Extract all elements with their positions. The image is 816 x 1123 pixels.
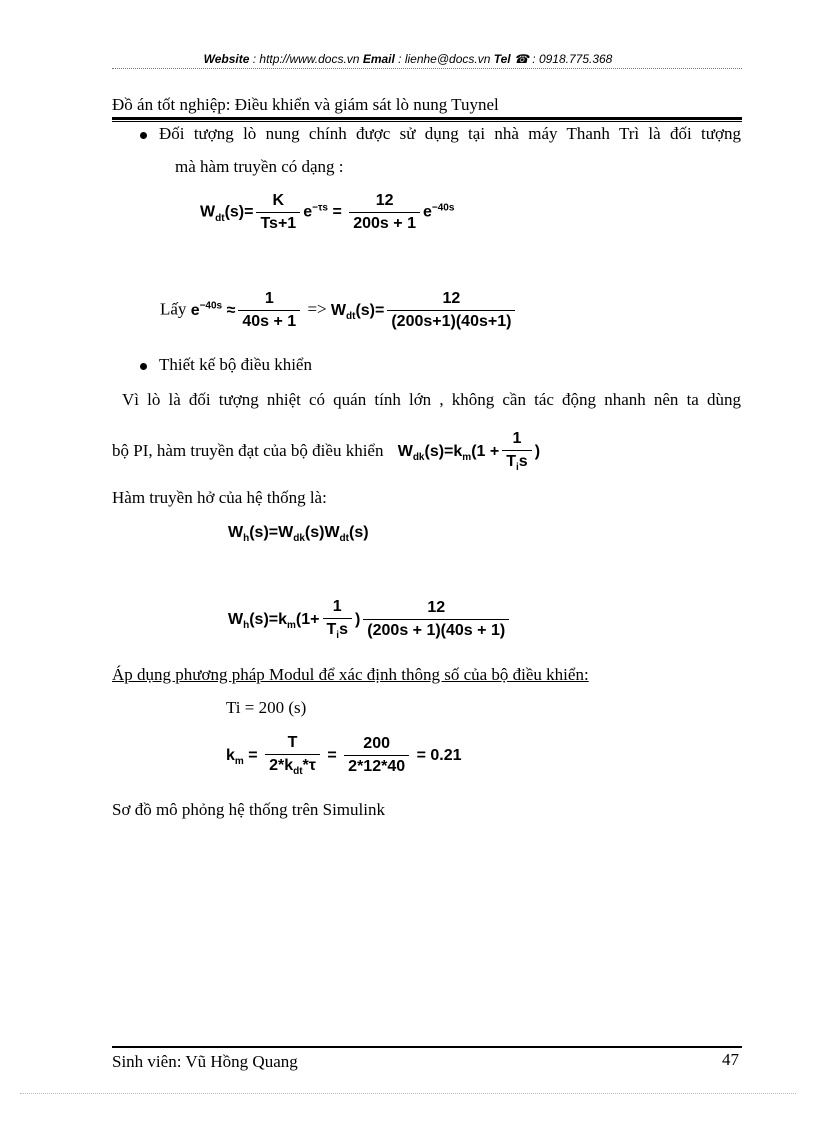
- equation-pi-controller: $W_{dk}(s)=k_m(1$ + $\frac{1}{T_is}$ ): [397, 430, 541, 474]
- bullet-dot-icon: [140, 363, 147, 370]
- simulink-line: Sơ đồ mô phỏng hệ thống trên Simulink: [112, 800, 385, 819]
- website-value: : http://www.docs.vn: [249, 52, 363, 66]
- equation-open-loop-expanded: $W_h(s)=k_m(1+$ $\frac{1}{T_is}$ ) $\frac{12}{(200s + 1)(40s + 1)}$: [228, 598, 512, 641]
- website-label: Website: [203, 52, 250, 66]
- email-value: : lienhe@docs.vn: [394, 52, 494, 66]
- footer-student: Sinh viên: Vũ Hồng Quang: [112, 1052, 298, 1071]
- footer-rule: [112, 1046, 742, 1048]
- bullet2: Thiết kế bộ điều khiển: [140, 355, 312, 375]
- para1-line2: bộ PI, hàm truyền đạt của bộ điều khiển $W_{dk}(s)=k_m(1$ + $\frac{1}{T_is}$ ): [112, 430, 541, 474]
- phone-icon: ☎: [513, 52, 529, 66]
- para2: Hàm truyền hở của hệ thống là:: [112, 488, 327, 507]
- doc-title: Đồ án tốt nghiệp: Điều khiển và giám sát lò nung Tuynel: [112, 95, 499, 114]
- page-number: 47: [722, 1050, 739, 1069]
- equation-plant: $W_{dt}(s)=$ $\frac{K}{Ts+1}$ $e^{-\tau s}$ = $\frac{12}{200s + 1}$ $e^{-40s}$: [200, 192, 455, 232]
- bullet1-line1: Đối tượng lò nung chính được sử dụng tại nhà máy Thanh Trì là đối tượng: [140, 124, 741, 144]
- title-rule-thin: [112, 121, 742, 122]
- tel-label: Tel: [493, 52, 511, 66]
- para1-line1: Vì lò là đối tượng nhiệt có quán tính lớn , không cần tác động nhanh nên ta dùng: [122, 390, 741, 409]
- email-label: Email: [362, 52, 395, 66]
- bullet-dot-icon: [140, 132, 147, 139]
- title-rule-thick: [112, 117, 742, 120]
- header-dotted-rule: [112, 68, 742, 69]
- header-contact-line: [0, 52, 816, 66]
- equation-open-loop: $W_h(s)=W_{dk}(s)W_{dt}(s)$: [228, 524, 369, 545]
- ti-line: Ti = 200 (s): [226, 698, 307, 717]
- tel-value: : 0918.775.368: [528, 52, 613, 66]
- equation-km: $k_m$ = $\frac{T}{2*k_{dt}*\tau}$ = $\frac{200}{2*12*40}$ = 0.21: [226, 734, 462, 778]
- bottom-dotted-rule: [20, 1093, 796, 1094]
- heading-modul: Áp dụng phương pháp Modul để xác định thông số của bộ điều khiển:: [112, 665, 589, 684]
- bullet1-line2: mà hàm truyền có dạng :: [175, 157, 344, 176]
- equation-approx: Lấy $e^{-40s}$ ≈ $\frac{1}{40s + 1}$ => $W_{dt}(s)=$ $\frac{12}{(200s+1)(40s+1)}$: [160, 290, 518, 331]
